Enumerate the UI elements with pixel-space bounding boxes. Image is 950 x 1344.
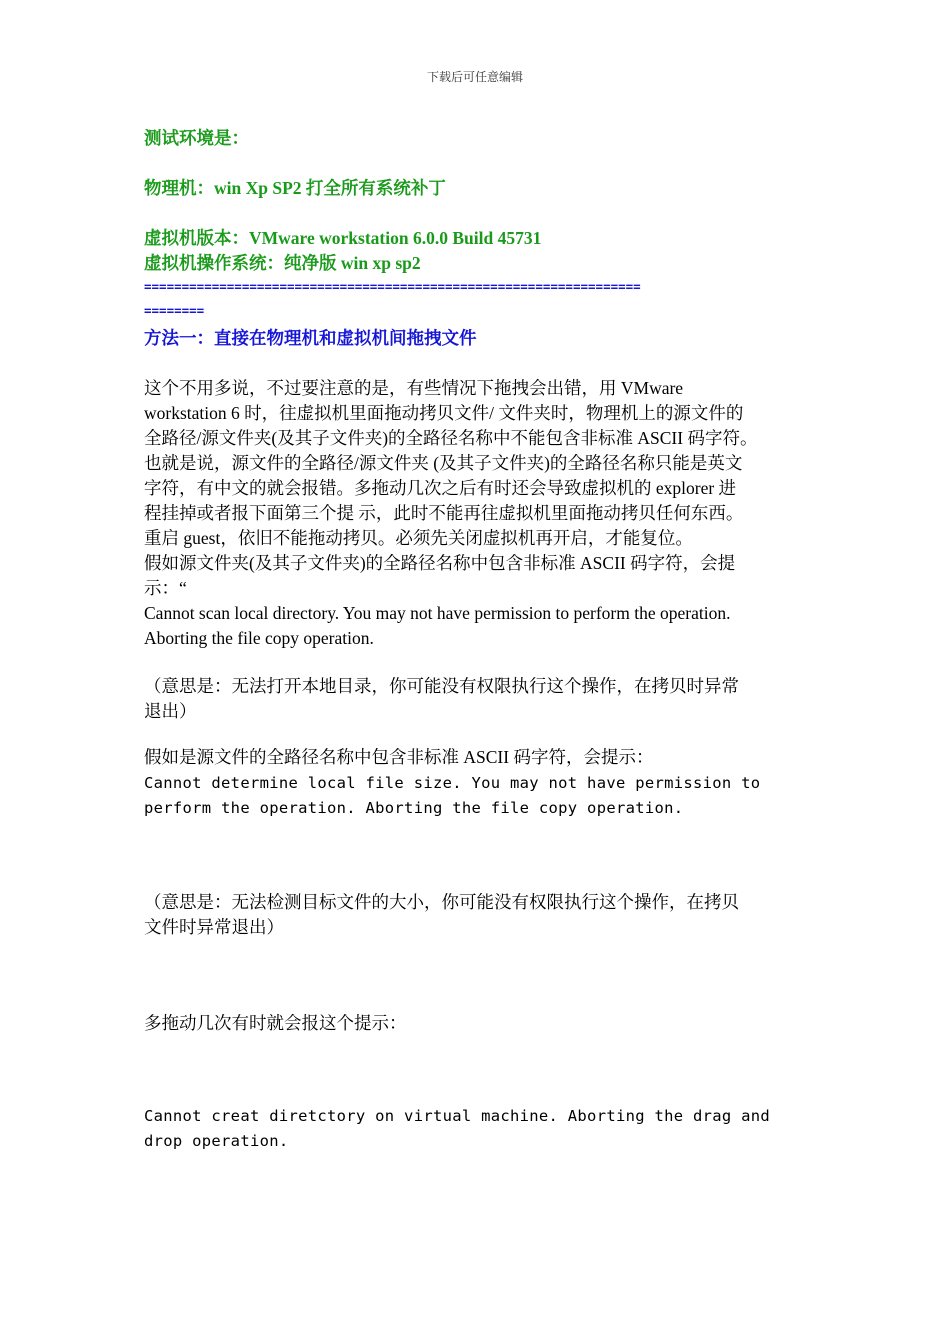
method1-title: 方法一：直接在物理机和虚拟机间拖拽文件 — [144, 328, 477, 348]
paragraph-1-line: 全路径/源文件夹(及其子文件夹)的全路径名称中不能包含非标准 ASCII 码字符。 — [144, 428, 758, 448]
meaning-1-line: 退出） — [144, 701, 197, 721]
paragraph-1 — [144, 376, 810, 651]
meaning-2-line: （意思是：无法检测目标文件的大小，你可能没有权限执行这个操作，在拷贝 — [144, 892, 739, 912]
paragraph-1-line: 示：“ — [144, 578, 187, 598]
paragraph-1-line: 这个不用多说，不过要注意的是，有些情况下拖拽会出错，用 VMware — [144, 378, 684, 398]
env-vm-version: 虚拟机版本：VMware workstation 6.0.0 Build 45731 — [144, 228, 542, 248]
meaning-2-line: 文件时异常退出） — [144, 917, 284, 937]
env-physical: 物理机：win Xp SP2 打全所有系统补丁 — [144, 178, 446, 198]
env-title: 测试环境是： — [144, 128, 249, 148]
paragraph-1-line: 字符，有中文的就会报错。多拖动几次之后有时还会导致虚拟机的 explorer 进 — [144, 478, 737, 498]
separator — [144, 275, 810, 323]
error-message-size — [144, 771, 810, 821]
error-message-scan-cont: Aborting the file copy operation. — [144, 628, 374, 648]
env-vm-os: 虚拟机操作系统：纯净版 win xp sp2 — [144, 253, 421, 273]
page-header: 下载后可任意编辑 — [426, 70, 523, 84]
error-message-drag-line: drop operation. — [144, 1132, 289, 1150]
meaning-1 — [144, 674, 810, 724]
separator-line-1: ================================================================== — [144, 279, 641, 294]
paragraph-1-line: 也就是说，源文件的全路径/源文件夹 (及其子文件夹)的全路径名称只能是英文 — [144, 453, 743, 473]
error-message-drag — [144, 1104, 810, 1154]
paragraph-1-line: workstation 6 时，往虚拟机里面拖动拷贝文件/ 文件夹时，物理机上的源文件的 — [144, 403, 744, 423]
paragraph-1-line: 程挂掉或者报下面第三个提 示，此时不能再往虚拟机里面拖动拷贝任何东西。 — [144, 503, 744, 523]
meaning-1-line: （意思是：无法打开本地目录，你可能没有权限执行这个操作，在拷贝时异常 — [144, 676, 739, 696]
paragraph-3-intro: 多拖动几次有时就会报这个提示： — [144, 1013, 407, 1033]
separator-line-2: ======== — [144, 303, 205, 318]
paragraph-1-line: 假如源文件夹(及其子文件夹)的全路径名称中包含非标准 ASCII 码字符，会提 — [144, 553, 736, 573]
error-message-size-line: Cannot determine local file size. You may not have permission to — [144, 774, 761, 792]
paragraph-2-intro: 假如是源文件的全路径名称中包含非标准 ASCII 码字符，会提示： — [144, 747, 654, 767]
paragraph-1-line: 重启 guest，依旧不能拖动拷贝。必须先关闭虚拟机再开启，才能复位。 — [144, 528, 693, 548]
error-message-size-line: perform the operation. Aborting the file copy operation. — [144, 799, 684, 817]
error-message-scan: Cannot scan local directory. You may not have permission to perform the operation. — [144, 603, 731, 623]
error-message-drag-line: Cannot creat diretctory on virtual machine. Aborting the drag and — [144, 1107, 771, 1125]
meaning-2 — [144, 890, 810, 940]
